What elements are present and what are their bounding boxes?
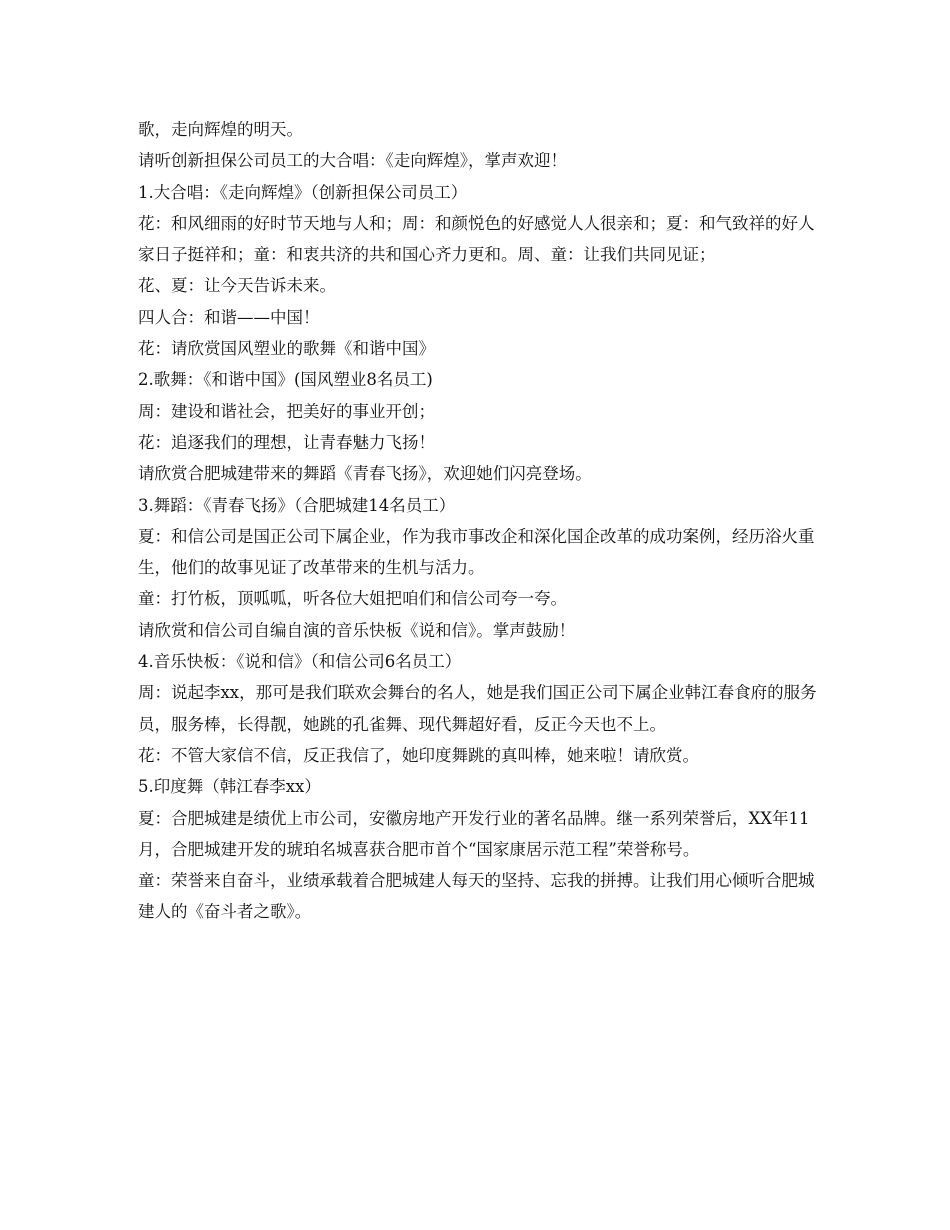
text-line: 歌，走向辉煌的明天。: [138, 120, 303, 139]
text-line: 花：请欣赏国风塑业的歌舞《和谐中国》: [138, 339, 435, 359]
text-line: 花：追逐我们的理想，让青春魅力飞扬！: [138, 432, 435, 452]
text-line: 3.舞蹈：《青春飞扬》（合肥城建14名员工）: [138, 495, 456, 515]
text-paragraph: 夏：和信公司是国正公司下属企业，作为我市事改企和深化国企改革的成功案例，经历浴火重生，他们的故事见证了改革带来的生机与活力。: [138, 526, 815, 578]
text-line: 请听创新担保公司员工的大合唱：《走向辉煌》，掌声欢迎！: [138, 151, 567, 171]
text-paragraph: 夏：合肥城建是绩优上市公司，安徽房地产开发行业的著名品牌。继一系列荣誉后，XX年11月，合肥城建开发的琥珀名城喜获合肥市首个“国家康居示范工程”荣誉称号。: [138, 808, 810, 859]
text-line: 四人合：和谐——中国！: [138, 307, 320, 327]
text-line: 周：建设和谐社会，把美好的事业开创；: [138, 401, 435, 421]
text-line: 请欣赏和信公司自编自演的音乐快板《说和信》。掌声鼓励！: [138, 620, 576, 640]
text-line: 花：不管大家信不信，反正我信了，她印度舞跳的真叫棒，她来啦！请欣赏。: [138, 745, 699, 765]
text-paragraph: 周：说起李xx，那可是我们联欢会舞台的名人，她是我们国正公司下属企业韩江春食府的服务员，服务棒，长得靓，她跳的孔雀舞、现代舞超好看，反正今天也不上。: [138, 683, 817, 734]
text-line: 2.歌舞：《和谐中国》(国风塑业8名员工): [138, 370, 433, 390]
text-paragraph: 童：荣誉来自奋斗，业绩承载着合肥城建人每天的坚持、忘我的拼搏。让我们用心倾听合肥城建人的《奋斗者之歌》。: [138, 871, 815, 922]
text-line: 5.印度舞（韩江春李xx）: [138, 777, 321, 797]
text-line: 请欣赏合肥城建带来的舞蹈《青春飞扬》，欢迎她们闪亮登场。: [138, 464, 592, 484]
text-paragraph: 花：和风细雨的好时节天地与人和；周：和颜悦色的好感觉人人很亲和；夏：和气致祥的好人家日子挺祥和；童：和衷共济的共和国心齐力更和。周、童：让我们共同见证；: [138, 213, 815, 265]
text-line: 花、夏：让今天告诉未来。: [138, 276, 336, 296]
text-line: 4.音乐快板：《说和信》（和信公司6名员工）: [138, 652, 462, 672]
text-line: 1.大合唱：《走向辉煌》（创新担保公司员工）: [138, 182, 468, 202]
document-body: [138, 114, 828, 928]
text-line: 童：打竹板，顶呱呱，听各位大姐把咱们和信公司夸一夸。: [138, 589, 567, 609]
